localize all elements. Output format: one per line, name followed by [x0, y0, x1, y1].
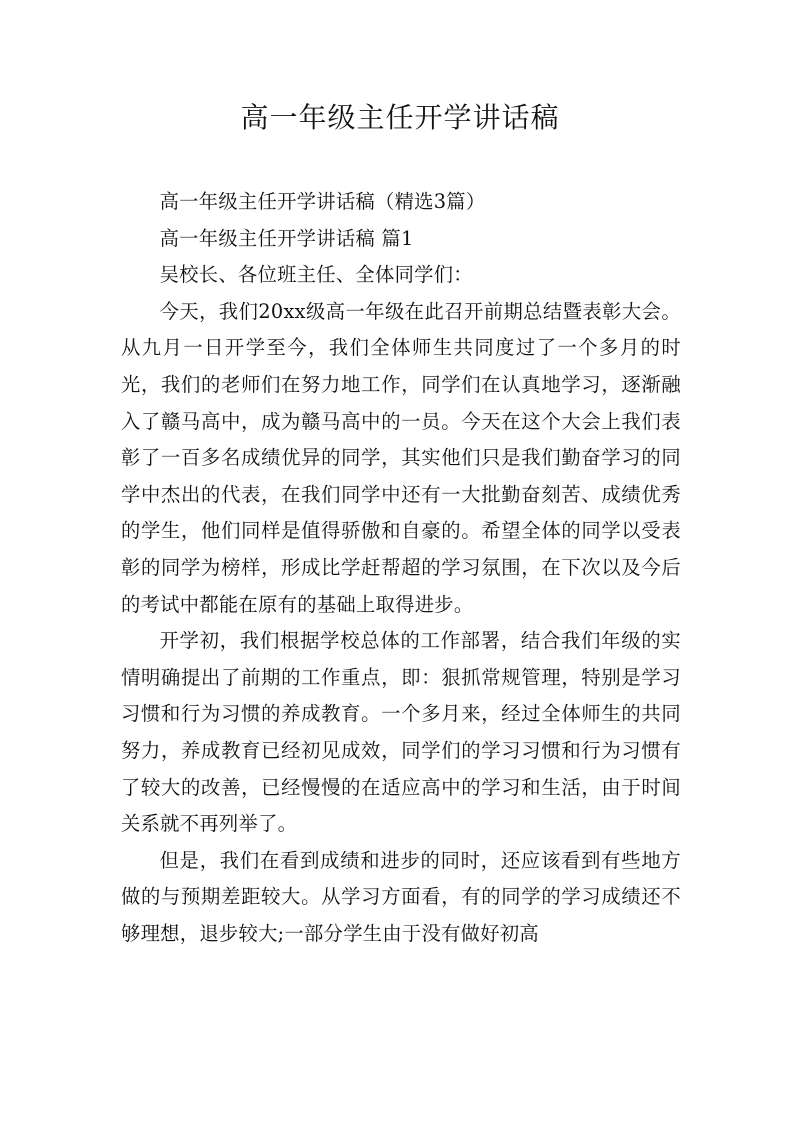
body-paragraph: 但是，我们在看到成绩和进步的同时，还应该看到有些地方做的与预期差距较大。从学习方面看，有的同学的学习成绩还不够理想，退步较大;一部分学生由于没有做好初高 [121, 848, 681, 945]
body-paragraph: 今天，我们20xx级高一年级在此召开前期总结暨表彰大会。从九月一日开学至今，我们全体师生共同度过了一个多月的时光，我们的老师们在努力地工作，同学们在认真地学习，逐渐融入了赣马高中，成为赣马高中的一员。今天在这个大会上我们表彰了一百多名成绩优异的同学，其实他们只是我们勤奋学习的同学中杰出的代表，在我们同学中还有一大批勤奋刻苦、成绩优秀的学生，他们同样是值得骄傲和自豪的。希望全体的同学以受表彰的同学为榜样，形成比学赶帮超的学习氛围，在下次以及今后的考试中都能在原有的基础上取得进步。 [121, 299, 681, 616]
subtitle-paragraph: 高一年级主任开学讲话稿（精选3篇） [159, 190, 486, 213]
document-body [121, 184, 681, 952]
salutation-paragraph: 吴校长、各位班主任、全体同学们： [159, 263, 473, 287]
document-title: 高一年级主任开学讲话稿 [240, 101, 560, 134]
section-heading-paragraph: 高一年级主任开学讲话稿 篇1 [159, 226, 414, 250]
body-paragraph: 开学初，我们根据学校总体的工作部署，结合我们年级的实情明确提出了前期的工作重点，即：狠抓常规管理，特别是学习习惯和行为习惯的养成教育。一个多月来，经过全体师生的共同努力，养成教育已经初见成效，同学们的学习习惯和行为习惯有了较大的改善，已经慢慢的在适应高中的学习和生活，由于时间关系就不再列举了。 [121, 629, 681, 836]
